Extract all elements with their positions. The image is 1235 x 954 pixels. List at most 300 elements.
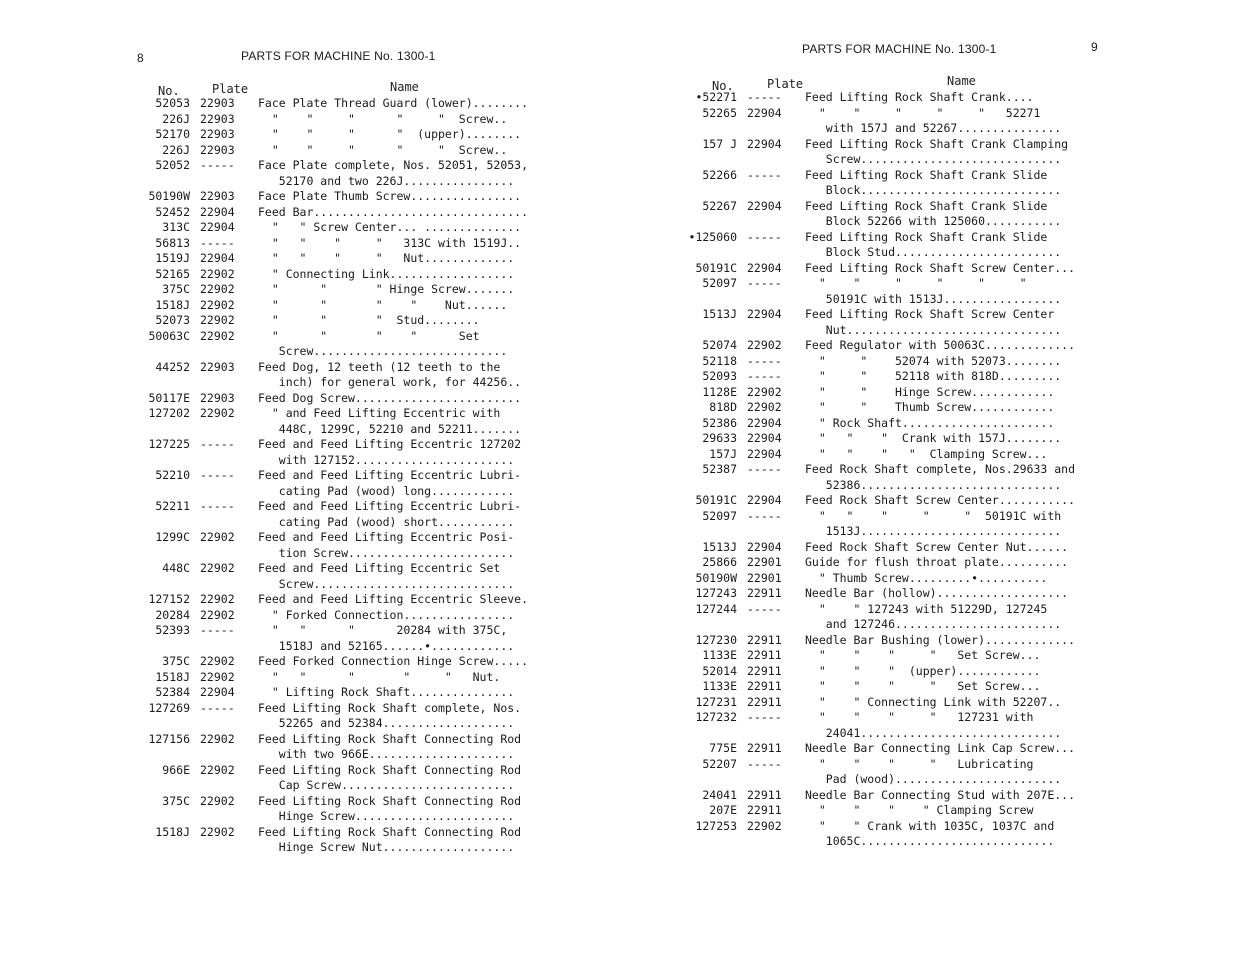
part-number: 52014 [702, 663, 737, 678]
plate-number: 22903 [200, 390, 235, 405]
part-name-line: Cap Screw......................... [258, 778, 515, 792]
plate-number: 22902 [747, 400, 782, 414]
plate-number: 22911 [747, 694, 782, 709]
plate-number: 22904 [200, 685, 235, 699]
part-name [258, 685, 514, 701]
part-name [805, 276, 1061, 307]
part-name-line: Feed Lifting Rock Shaft Screw Center... [805, 260, 1076, 275]
part-name-line: " Rock Shaft...................... [805, 415, 1055, 430]
part-row [675, 261, 1115, 277]
part-name-line: " Thumb Screw.........•.......... [805, 570, 1048, 585]
part-number: 1513J [702, 539, 737, 554]
part-row [128, 298, 568, 314]
part-number: 25866 [702, 555, 737, 569]
part-row [128, 406, 568, 437]
part-row [128, 623, 568, 654]
part-number: 127269 [148, 700, 190, 715]
part-name-line: " " " " " 52271 [805, 105, 1041, 120]
part-name [805, 633, 1075, 649]
part-name [805, 338, 1075, 354]
part-row [128, 763, 568, 794]
part-name-line: " Lifting Rock Shaft............... [258, 685, 515, 699]
part-row [128, 592, 568, 608]
part-number: 52384 [155, 685, 190, 699]
part-row [128, 158, 568, 189]
part-row [675, 509, 1115, 540]
part-number: •52271 [695, 90, 737, 104]
plate-number: 22902 [200, 607, 235, 622]
plate-number: 22911 [747, 787, 782, 802]
plate-number: ----- [747, 90, 782, 104]
part-name [258, 220, 521, 236]
part-name-line: 52386............................. [805, 477, 1062, 492]
part-name-line: 24041............................. [805, 725, 1062, 740]
plate-number: 22903 [200, 96, 235, 110]
part-number: 127152 [148, 592, 190, 606]
plate-number: 22904 [747, 415, 782, 430]
part-row [128, 685, 568, 701]
part-name-line: Feed Rock Shaft Screw Center........... [805, 493, 1076, 507]
part-number: 52452 [155, 204, 190, 219]
part-row [128, 112, 568, 128]
page-number: 8 [137, 51, 144, 65]
right-page [617, 0, 1235, 954]
part-name [258, 701, 521, 732]
part-name-line: Nut............................... [805, 322, 1062, 337]
part-name [805, 710, 1061, 741]
part-name-line: Feed Rock Shaft complete, Nos.29633 and [805, 462, 1076, 476]
part-number: 52073 [155, 313, 190, 327]
part-name-line: Needle Bar Connecting Link Cap Screw... [805, 741, 1076, 755]
part-name-line: 1513J............................. [805, 524, 1062, 538]
part-number: 818D [709, 400, 737, 414]
part-row [128, 236, 568, 252]
part-name-line: cating Pad (wood) long............ [258, 483, 515, 498]
part-name [805, 261, 1075, 277]
part-name-line: Block Stud........................ [805, 245, 1062, 259]
part-number: 52118 [702, 353, 737, 368]
plate-number: ----- [747, 601, 782, 616]
plate-number: 22902 [200, 762, 235, 777]
part-row [675, 369, 1115, 385]
part-number: 1518J [155, 297, 190, 312]
plate-number: 22902 [200, 793, 235, 808]
part-name-line: " " " Stud........ [258, 313, 480, 327]
plate-number: 22904 [747, 105, 782, 120]
plate-number: ----- [200, 499, 235, 513]
part-name-line: Face Plate Thread Guard (lower)........ [258, 96, 529, 110]
part-name [258, 236, 521, 252]
column-header-no: No. [158, 84, 180, 98]
part-number: 127243 [695, 586, 737, 600]
part-row [128, 437, 568, 468]
part-name-line: " " " " 313C with 1519J.. [258, 235, 522, 250]
part-number: 1133E [702, 679, 737, 693]
parts-list [675, 90, 1115, 850]
part-name-line: Feed Regulator with 50063C............. [805, 338, 1076, 352]
part-name [258, 251, 514, 267]
plate-number: ----- [747, 369, 782, 383]
plate-number: ----- [200, 235, 235, 250]
part-number: 127225 [148, 437, 190, 451]
part-name-line: " " Hinge Screw............ [805, 384, 1055, 399]
part-name [805, 369, 1061, 385]
part-name-line: Guide for flush throat plate.......... [805, 555, 1069, 569]
part-row [128, 825, 568, 856]
part-name-line: Needle Bar Connecting Stud with 207E... [805, 787, 1076, 802]
part-name [258, 313, 480, 329]
part-name-line: " " 52118 with 818D......... [805, 369, 1062, 383]
plate-number: 22902 [747, 384, 782, 399]
column-header-plate: Plate [767, 77, 804, 91]
part-name-line: " " " " " Screw.. [258, 111, 508, 126]
part-name [258, 592, 528, 608]
part-name [805, 230, 1061, 261]
part-name [805, 168, 1061, 199]
part-name [258, 158, 528, 189]
part-number: 375C [162, 654, 190, 668]
part-row [128, 468, 568, 499]
part-name-line: Hinge Screw Nut................... [258, 840, 515, 854]
plate-number: 22903 [200, 359, 235, 374]
part-row [128, 329, 568, 360]
plate-number: 22904 [747, 198, 782, 213]
plate-number: 22904 [747, 136, 782, 151]
part-name-line: Feed Lifting Rock Shaft Crank Clamping [805, 136, 1069, 151]
part-name [805, 431, 1061, 447]
part-name [805, 819, 1054, 850]
part-name-line: Screw............................. [258, 576, 515, 591]
part-name-line: " " Thumb Screw............ [805, 400, 1055, 414]
part-name [258, 406, 521, 437]
plate-number: 22902 [200, 313, 235, 327]
part-name-line: Screw............................ [258, 344, 508, 358]
part-name-line: Feed and Feed Lifting Eccentric Set [258, 561, 501, 575]
part-number: 1518J [155, 824, 190, 839]
plate-number: ----- [747, 229, 782, 244]
part-name-line: Feed and Feed Lifting Eccentric Sleeve. [258, 592, 529, 606]
part-row [675, 106, 1115, 137]
plate-number: 22904 [200, 251, 235, 265]
plate-number: ----- [747, 710, 782, 724]
part-name [805, 648, 1040, 664]
part-row [128, 499, 568, 530]
part-row [675, 230, 1115, 261]
part-name-line: inch) for general work, for 44256.. [258, 375, 522, 389]
plate-number: 22902 [200, 406, 235, 420]
part-name-line: Feed Bar............................... [258, 204, 529, 219]
part-name-line: " " " (upper)............ [805, 663, 1041, 678]
part-name-line: " " " " Nut...... [258, 297, 508, 312]
plate-number: 22903 [200, 189, 235, 203]
part-number: 1128E [702, 384, 737, 399]
plate-number: 22904 [747, 539, 782, 554]
part-row [675, 462, 1115, 493]
part-number: 52386 [702, 415, 737, 430]
part-number: 52207 [702, 756, 737, 771]
part-name [258, 794, 521, 825]
part-row [675, 307, 1115, 338]
part-name-line: Feed Lifting Rock Shaft Crank Slide [805, 229, 1048, 244]
part-number: 52093 [702, 369, 737, 383]
part-name [805, 385, 1054, 401]
part-name [258, 298, 507, 314]
part-name [805, 555, 1068, 571]
column-header-name: Name [390, 80, 419, 94]
part-number: 50190W [695, 570, 737, 585]
part-row [675, 199, 1115, 230]
plate-number: 22902 [200, 592, 235, 606]
part-name-line: Feed Lifting Rock Shaft Connecting Rod [258, 824, 522, 839]
part-name [805, 137, 1068, 168]
part-row [675, 540, 1115, 556]
part-name-line: " " " " " Screw.. [258, 142, 508, 157]
part-number: 20284 [155, 607, 190, 622]
part-number: 157 J [702, 136, 737, 151]
column-header-no: No. [712, 79, 734, 93]
part-name [805, 509, 1061, 540]
plate-number: 22902 [200, 530, 235, 544]
plate-number: ----- [200, 468, 235, 482]
part-row [128, 530, 568, 561]
part-row [675, 276, 1115, 307]
part-row [128, 561, 568, 592]
part-number: 52097 [702, 276, 737, 290]
part-name [805, 679, 1040, 695]
plate-number: ----- [747, 756, 782, 771]
part-number: 50191C [695, 260, 737, 275]
part-name [258, 391, 521, 407]
part-number: 966E [162, 762, 190, 777]
part-row [675, 602, 1115, 633]
part-name [258, 189, 521, 205]
part-name-line: " " " " 127231 with [805, 710, 1034, 724]
part-name [258, 112, 507, 128]
part-row [128, 360, 568, 391]
part-name-line: " " " 20284 with 375C, [258, 623, 508, 637]
part-name [258, 360, 521, 391]
part-name [805, 602, 1061, 633]
part-name [805, 90, 1033, 106]
part-row [128, 732, 568, 763]
part-number: 52170 [155, 127, 190, 141]
part-name-line: Face Plate complete, Nos. 52051, 52053, [258, 158, 529, 172]
column-header-plate: Plate [212, 82, 249, 96]
plate-number: 22911 [747, 632, 782, 647]
part-name [805, 757, 1061, 788]
part-name-line: " " " " Clamping Screw... [805, 446, 1048, 461]
part-number: 207E [709, 803, 737, 817]
part-name [805, 462, 1075, 493]
part-name-line: " " " " Clamping Screw [805, 803, 1034, 817]
part-row [128, 701, 568, 732]
part-row [675, 633, 1115, 649]
part-name-line: " " Connecting Link with 52207.. [805, 694, 1062, 709]
plate-number: 22902 [200, 297, 235, 312]
part-name [805, 400, 1054, 416]
part-name-line: Feed Rock Shaft Screw Center Nut...... [805, 539, 1069, 554]
part-name-line: Feed Forked Connection Hinge Screw..... [258, 654, 529, 668]
part-row [128, 143, 568, 159]
part-number: 127232 [695, 710, 737, 724]
part-name [805, 788, 1075, 804]
part-number: 52052 [155, 158, 190, 172]
left-page [0, 0, 617, 954]
part-name [258, 530, 514, 561]
page-number: 9 [1091, 40, 1098, 54]
part-name-line: Feed and Feed Lifting Eccentric 127202 [258, 437, 522, 451]
part-name-line: Feed Lifting Rock Shaft complete, Nos. [258, 700, 522, 715]
part-number: 775E [709, 741, 737, 755]
part-name [805, 741, 1075, 757]
part-name [805, 664, 1040, 680]
part-row [675, 757, 1115, 788]
part-name-line: with 157J and 52267............... [805, 121, 1062, 135]
plate-number: 22902 [200, 669, 235, 684]
plate-number: 22911 [747, 663, 782, 678]
plate-number: 22902 [200, 731, 235, 746]
part-number: 29633 [702, 431, 737, 445]
plate-number: 22902 [747, 818, 782, 833]
part-name [805, 416, 1054, 432]
part-row [128, 794, 568, 825]
part-name-line: Feed Lifting Rock Shaft Connecting Rod [258, 731, 522, 746]
plate-number: 22901 [747, 555, 782, 569]
part-name-line: tion Screw........................ [258, 545, 515, 560]
part-number: 50117E [148, 390, 190, 405]
plate-number: 22903 [200, 127, 235, 141]
part-number: •125060 [688, 229, 737, 244]
part-name-line: " and Feed Lifting Eccentric with [258, 406, 501, 420]
part-row [675, 664, 1115, 680]
plate-number: 22904 [747, 260, 782, 275]
part-name [258, 732, 521, 763]
part-name [258, 763, 521, 794]
part-number: 448C [162, 561, 190, 575]
part-number: 52165 [155, 266, 190, 281]
part-name-line: 52265 and 52384................... [258, 716, 515, 730]
part-name-line: Feed Dog Screw........................ [258, 390, 522, 405]
part-number: 50190W [148, 189, 190, 203]
part-name-line: Pad (wood)........................ [805, 772, 1062, 786]
plate-number: 22902 [200, 654, 235, 668]
plate-number: ----- [200, 158, 235, 172]
part-row [675, 168, 1115, 199]
part-name-line: " Forked Connection................ [258, 607, 515, 622]
part-name-line: " " Crank with 1035C, 1037C and [805, 818, 1055, 833]
part-name-line: " Connecting Link.................. [258, 266, 515, 281]
part-name [258, 670, 500, 686]
part-row [675, 90, 1115, 106]
part-row [675, 431, 1115, 447]
plate-number: ----- [747, 353, 782, 368]
part-name-line: " " " " " " [805, 276, 1027, 290]
part-name [805, 199, 1061, 230]
part-number: 313C [162, 220, 190, 234]
part-name-line: " " " " (upper)........ [258, 127, 522, 141]
plate-number: 22902 [747, 338, 782, 352]
part-name-line: " " " " Lubricating [805, 756, 1034, 771]
part-row [128, 205, 568, 221]
part-row [128, 654, 568, 670]
part-name [258, 561, 514, 592]
plate-number: ----- [747, 276, 782, 290]
part-name-line: Needle Bar Bushing (lower)............. [805, 632, 1076, 647]
column-header-name: Name [947, 74, 976, 88]
part-number: 1299C [155, 530, 190, 544]
part-row [675, 571, 1115, 587]
part-name [258, 608, 514, 624]
part-number: 127156 [148, 731, 190, 746]
part-number: 1513J [702, 307, 737, 321]
part-row [675, 447, 1115, 463]
part-row [675, 648, 1115, 664]
part-row [675, 679, 1115, 695]
part-number: 226J [162, 142, 190, 157]
part-name-line: Feed Lifting Rock Shaft Connecting Rod [258, 793, 522, 808]
part-name-line: 448C, 1299C, 52210 and 52211....... [258, 421, 522, 436]
part-row [128, 313, 568, 329]
plate-number: 22911 [747, 586, 782, 600]
part-row [128, 251, 568, 267]
plate-number: 22901 [747, 570, 782, 585]
part-row [128, 96, 568, 112]
part-name [258, 468, 521, 499]
part-name [258, 437, 521, 468]
part-number: 127244 [695, 601, 737, 616]
plate-number: 22904 [200, 204, 235, 219]
part-name-line: " " " " Nut............. [258, 251, 515, 265]
part-row [128, 189, 568, 205]
part-row [128, 670, 568, 686]
plate-number: 22904 [747, 307, 782, 321]
part-name-line: " " 52074 with 52073........ [805, 353, 1062, 368]
part-row [128, 282, 568, 298]
part-name-line: " " " Hinge Screw....... [258, 282, 515, 296]
part-name [805, 106, 1061, 137]
part-name [805, 493, 1075, 509]
part-number: 52210 [155, 468, 190, 482]
part-name [258, 825, 521, 856]
part-number: 52097 [702, 508, 737, 523]
plate-number: ----- [200, 437, 235, 451]
page-title: PARTS FOR MACHINE No. 1300-1 [241, 49, 436, 63]
part-name-line: and 127246........................ [805, 617, 1062, 631]
part-number: 375C [162, 282, 190, 296]
part-name-line: " " " " Set [258, 328, 480, 343]
part-number: 52387 [702, 462, 737, 476]
part-row [675, 741, 1115, 757]
plate-number: 22911 [747, 648, 782, 662]
part-name [258, 282, 514, 298]
plate-number: 22904 [747, 431, 782, 445]
part-name-line: " " " Crank with 157J........ [805, 431, 1062, 445]
part-row [128, 391, 568, 407]
plate-number: 22911 [747, 741, 782, 755]
plate-number: 22903 [200, 142, 235, 157]
part-number: 375C [162, 793, 190, 808]
part-number: 127230 [695, 632, 737, 647]
plate-number: 22902 [200, 561, 235, 575]
part-number: 56813 [155, 235, 190, 250]
part-number: 50063C [148, 328, 190, 343]
part-name-line: " " " " Set Screw... [805, 648, 1041, 662]
part-name [258, 96, 528, 112]
part-row [675, 493, 1115, 509]
part-name-line: 50191C with 1513J................. [805, 291, 1062, 306]
part-name-line: " " " " " 50191C with [805, 508, 1062, 523]
part-name-line: Feed Dog, 12 teeth (12 teeth to the [258, 359, 501, 374]
